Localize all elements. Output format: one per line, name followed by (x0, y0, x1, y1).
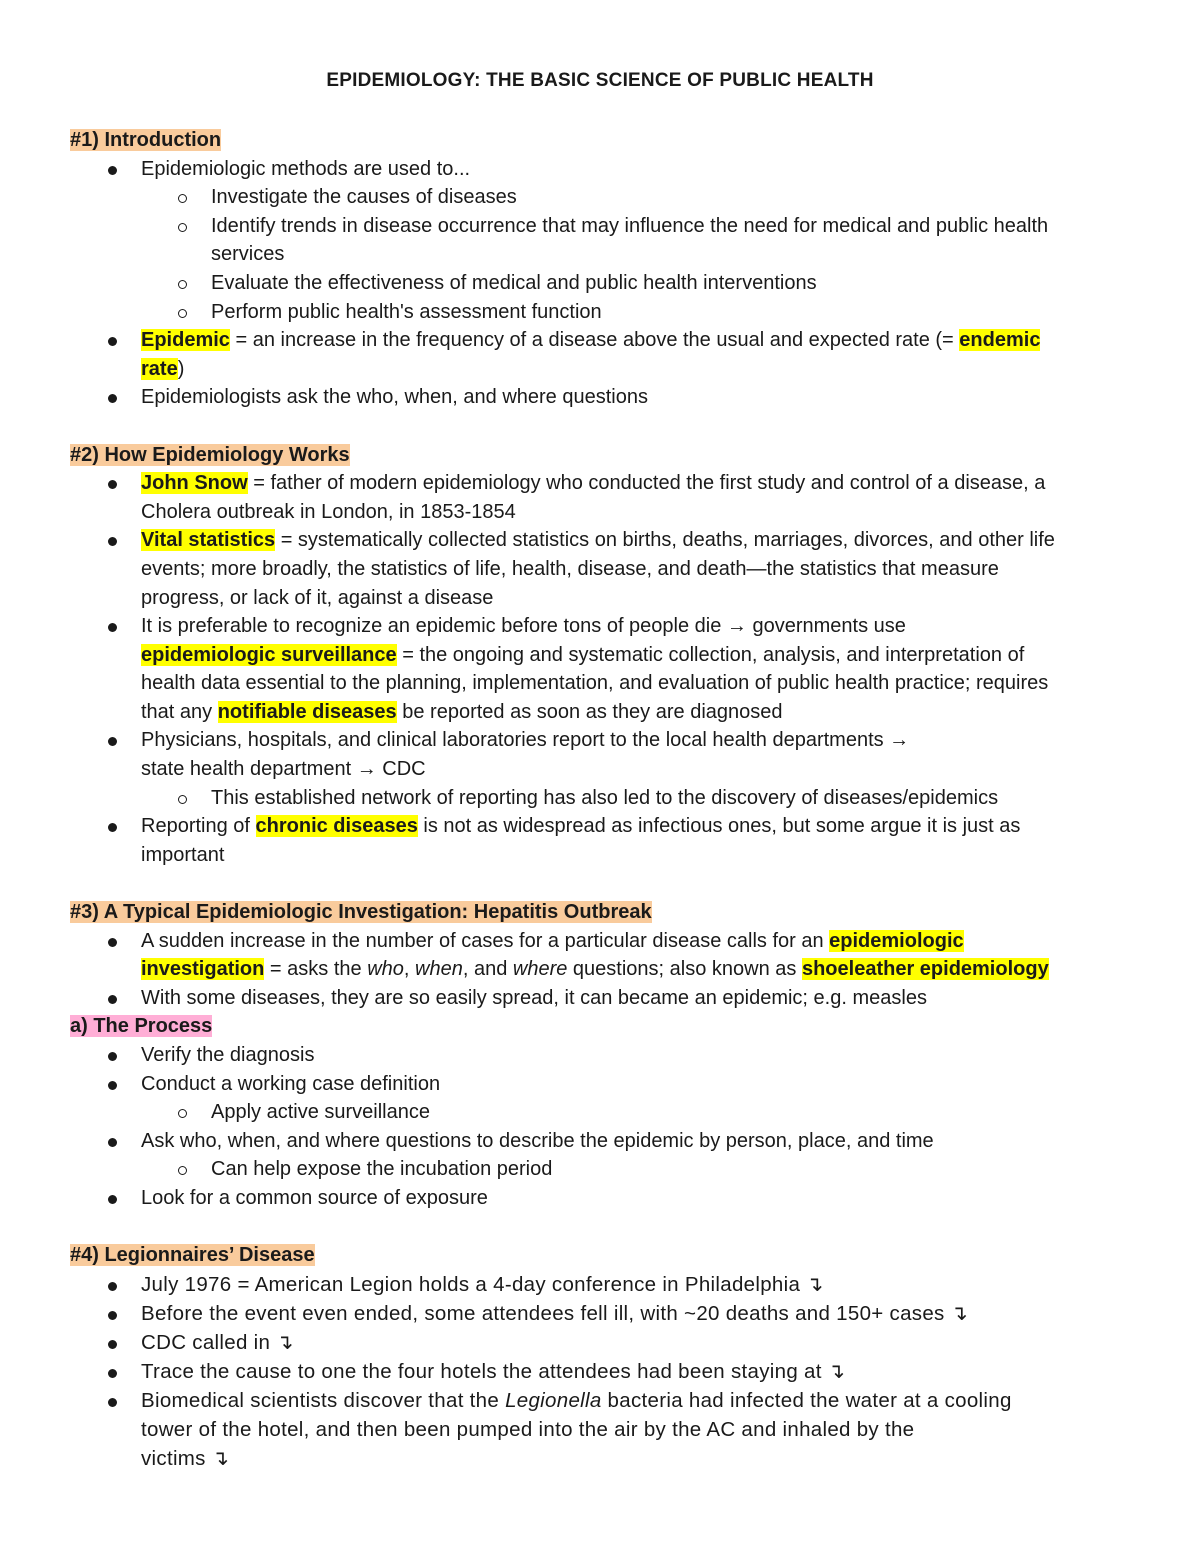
list-subitem: Investigate the causes of diseases (70, 183, 1136, 212)
term-highlight: rate (141, 357, 178, 380)
bullet-circle-icon (178, 223, 187, 232)
list-item: Epidemiologic methods are used to... (70, 155, 1136, 184)
section-4-header: #4) Legionnaires’ Disease (70, 1244, 315, 1267)
list-subitem: Perform public health's assessment function (70, 298, 1136, 327)
bullet-dot-icon (108, 480, 117, 489)
document-title: EPIDEMIOLOGY: THE BASIC SCIENCE OF PUBLIC HEALTH (326, 70, 874, 91)
list-item-continuation: victims ↴ (141, 1446, 230, 1470)
list-subitem: Identify trends in disease occurrence that may influence the need for medical and public health (70, 212, 1136, 241)
bullet-circle-icon (178, 795, 187, 804)
bullet-dot-icon (108, 337, 117, 346)
bullet-dot-icon (108, 1052, 117, 1061)
bullet-circle-icon (178, 309, 187, 318)
list-item-continuation: rate) (141, 357, 185, 380)
bullet-circle-icon (178, 194, 187, 203)
term-highlight: John Snow (141, 472, 248, 495)
bullet-dot-icon (108, 1340, 117, 1349)
list-item-continuation: state health department → CDC (141, 758, 426, 781)
bullet-dot-icon (108, 394, 117, 403)
list-item-continuation: tower of the hotel, and then been pumped into the air by the AC and inhaled by the (141, 1417, 915, 1441)
section-4-list (70, 1270, 1136, 1473)
list-item: Vital statistics = systematically collected statistics on births, deaths, marriages, divorces, and other life (70, 526, 1136, 555)
bullet-circle-icon (178, 1166, 187, 1175)
list-item: Verify the diagnosis (70, 1041, 1136, 1070)
document-body (70, 126, 1136, 1473)
section-3-header: #3) A Typical Epidemiologic Investigation: Hepatitis Outbreak (70, 901, 652, 924)
bullet-dot-icon (108, 823, 117, 832)
list-item-continuation: progress, or lack of it, against a disease (141, 586, 494, 609)
list-item: Before the event even ended, some attendees fell ill, with ~20 deaths and 150+ cases ↴ (70, 1299, 1136, 1328)
bullet-circle-icon (178, 280, 187, 289)
list-subitem-continuation: services (211, 243, 285, 266)
list-subitem: Apply active surveillance (70, 1098, 1136, 1127)
list-item: With some diseases, they are so easily spread, it can became an epidemic; e.g. measles (70, 984, 1136, 1013)
bullet-dot-icon (108, 1081, 117, 1090)
list-item: A sudden increase in the number of cases for a particular disease calls for an epidemiologic (70, 927, 1136, 956)
list-item: Conduct a working case definition (70, 1070, 1136, 1099)
list-subitem: This established network of reporting has also led to the discovery of diseases/epidemics (70, 784, 1136, 813)
list-item-continuation: events; more broadly, the statistics of life, health, disease, and death—the statistics that measure (141, 557, 999, 580)
bullet-dot-icon (108, 1369, 117, 1378)
term-highlight: shoeleather epidemiology (801, 958, 1049, 981)
list-item: Reporting of chronic diseases is not as widespread as infectious ones, but some argue it is just as (70, 812, 1136, 841)
list-item: Ask who, when, and where questions to describe the epidemic by person, place, and time (70, 1127, 1136, 1156)
bullet-dot-icon (108, 995, 117, 1004)
bullet-dot-icon (108, 737, 117, 746)
list-item: Physicians, hospitals, and clinical laboratories report to the local health departments → (70, 726, 1136, 755)
term-highlight: epidemiologic surveillance (141, 643, 397, 666)
list-item: John Snow = father of modern epidemiology who conducted the first study and control of a disease, a (70, 469, 1136, 498)
bullet-dot-icon (108, 166, 117, 175)
list-subitem: Can help expose the incubation period (70, 1155, 1136, 1184)
term-highlight: Vital statistics (141, 529, 276, 552)
term-highlight: epidemiologic (829, 929, 964, 952)
list-item-continuation: epidemiologic surveillance = the ongoing and systematic collection, analysis, and interpretation of (141, 643, 1025, 666)
list-item: July 1976 = American Legion holds a 4-day conference in Philadelphia ↴ (70, 1270, 1136, 1299)
term-highlight: notifiable diseases (217, 700, 397, 723)
list-item-continuation: Cholera outbreak in London, in 1853-1854 (141, 500, 516, 523)
list-item: It is preferable to recognize an epidemic before tons of people die → governments use (70, 612, 1136, 641)
bullet-dot-icon (108, 1138, 117, 1147)
subsection-process-header: a) The Process (70, 1015, 213, 1038)
bullet-dot-icon (108, 537, 117, 546)
list-item-continuation: investigation = asks the who, when, and where questions; also known as shoeleather epidemiology (141, 958, 1049, 981)
list-item-continuation: that any notifiable diseases be reported as soon as they are diagnosed (141, 700, 783, 723)
section-1-header: #1) Introduction (70, 129, 222, 151)
term-highlight: endemic (959, 329, 1041, 352)
list-subitem: Evaluate the effectiveness of medical and public health interventions (70, 269, 1136, 298)
term-highlight: Epidemic (141, 329, 230, 352)
list-item: Trace the cause to one the four hotels the attendees had been staying at ↴ (70, 1357, 1136, 1386)
term-highlight: chronic diseases (255, 815, 418, 838)
list-item-continuation: health data essential to the planning, implementation, and evaluation of public health practice; requires (141, 672, 1049, 695)
list-item: Epidemiologists ask the who, when, and where questions (70, 383, 1136, 412)
section-2-header: #2) How Epidemiology Works (70, 443, 350, 466)
list-item: CDC called in ↴ (70, 1328, 1136, 1357)
bullet-dot-icon (108, 623, 117, 632)
list-item: Epidemic = an increase in the frequency of a disease above the usual and expected rate (= endemic (70, 326, 1136, 355)
bullet-dot-icon (108, 1311, 117, 1320)
bullet-dot-icon (108, 1398, 117, 1407)
bullet-dot-icon (108, 938, 117, 947)
term-highlight: investigation (141, 958, 265, 981)
list-item-continuation: important (141, 843, 225, 866)
bullet-dot-icon (108, 1195, 117, 1204)
bullet-circle-icon (178, 1109, 187, 1118)
bullet-dot-icon (108, 1282, 117, 1291)
list-item: Biomedical scientists discover that the Legionella bacteria had infected the water at a cooling (70, 1386, 1136, 1415)
list-item: Look for a common source of exposure (70, 1184, 1136, 1213)
